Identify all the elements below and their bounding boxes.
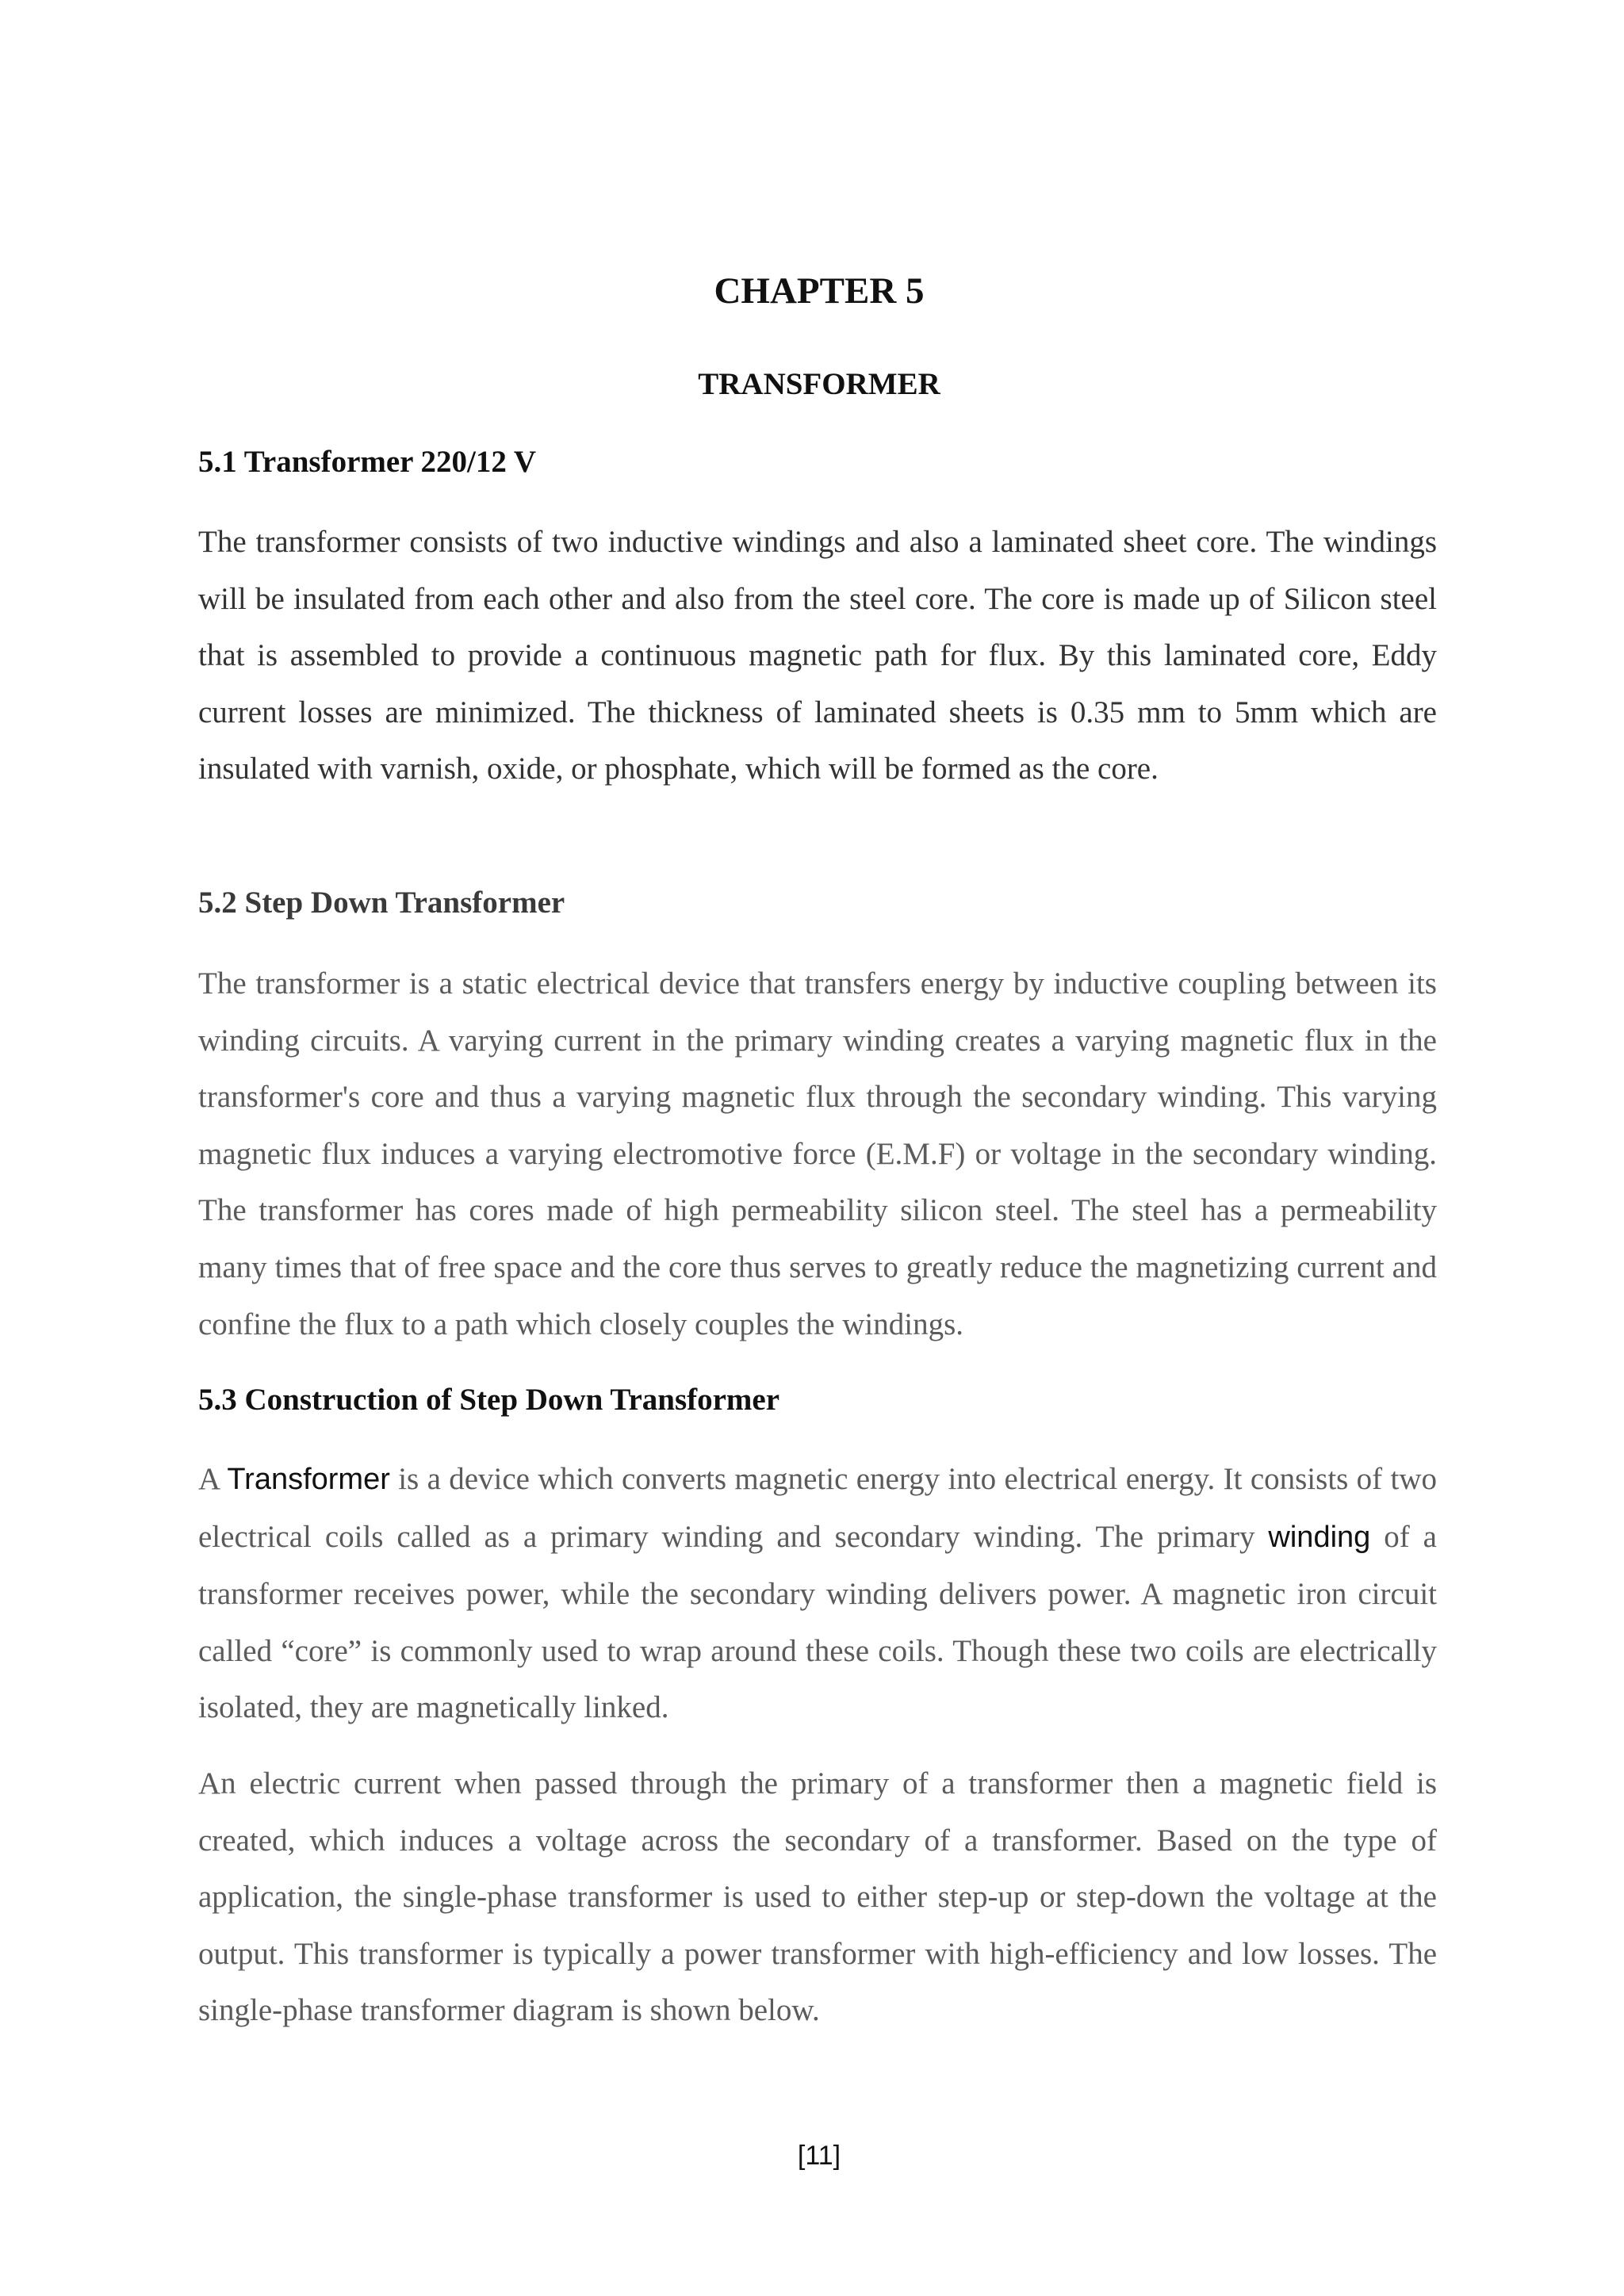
transformer-link[interactable]: Transformer bbox=[227, 1463, 390, 1496]
chapter-subtitle: TRANSFORMER bbox=[698, 367, 940, 401]
paragraph-text: A bbox=[198, 1462, 228, 1496]
page-number: [11] bbox=[797, 2141, 841, 2171]
section-5-3-paragraph-2: An electric current when passed through the primary of a transformer then a magnetic field is created, which induces a voltage across the secondary of a transformer. Based on the type of application, the single-phase transformer is used to either step-up or step-down the voltage at the output. This transformer is typically a power transformer with high-efficiency and low losses. The single-phase transformer diagram is shown below. bbox=[198, 1766, 1437, 2028]
section-heading-5-2: 5.2 Step Down Transformer bbox=[198, 886, 565, 920]
section-5-3-paragraph-1 bbox=[198, 1451, 1437, 1736]
section-heading-5-3: 5.3 Construction of Step Down Transformer bbox=[198, 1383, 780, 1417]
paragraph-text: is a device which converts magnetic energy into electrical energy. It consists of two electrical coils called as a primary winding and secondary winding. The primary bbox=[198, 1462, 1437, 1554]
section-5-2-paragraph: The transformer is a static electrical device that transfers energy by inductive coupling between its winding circuits. A varying current in the primary winding creates a varying magnetic flux in the transformer's core and thus a varying magnetic flux through the secondary winding. This varying magnetic flux induces a varying electromotive force (E.M.F) or voltage in the secondary winding. The transformer has cores made of high permeability silicon steel. The steel has a permeability many times that of free space and the core thus serves to greatly reduce the magnetizing current and confine the flux to a path which closely couples the windings. bbox=[198, 966, 1437, 1341]
paragraph-text: of a transformer receives power, while the secondary winding delivers power. A magnetic iron circuit called “core” is commonly used to wrap around these coils. Though these two coils are electrically isolated, they are magnetically linked. bbox=[198, 1519, 1437, 1725]
section-5-1-paragraph: The transformer consists of two inductive windings and also a laminated sheet core. The windings will be insulated from each other and also from the steel core. The core is made up of Silicon steel that is assembled to provide a continuous magnetic path for flux. By this laminated core, Eddy current losses are minimized. The thickness of laminated sheets is 0.35 mm to 5mm which are insulated with varnish, oxide, or phosphate, which will be formed as the core. bbox=[198, 525, 1437, 786]
section-heading-5-1: 5.1 Transformer 220/12 V bbox=[198, 445, 537, 479]
chapter-title: CHAPTER 5 bbox=[714, 270, 925, 312]
winding-link[interactable]: winding bbox=[1268, 1520, 1371, 1554]
